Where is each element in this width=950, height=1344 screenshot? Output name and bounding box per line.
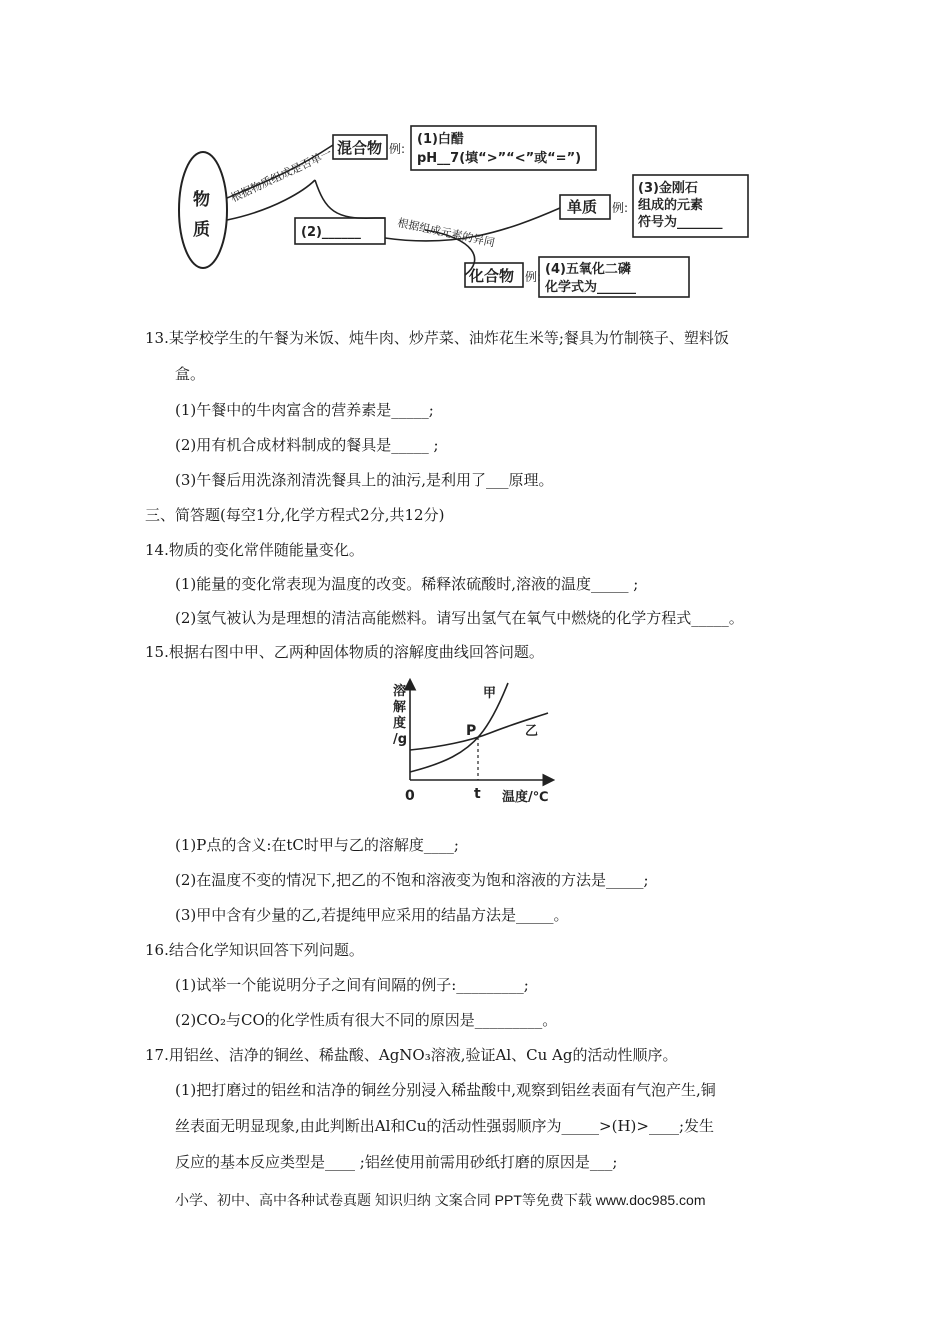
branch-line-blank	[315, 180, 385, 218]
element-example-mark: 例:	[612, 201, 629, 215]
y-axis-label-3: 度	[393, 716, 407, 731]
compound-example-line1: (4)五氧化二磷	[545, 262, 631, 277]
compound-label: 化合物	[469, 267, 515, 285]
solubility-chart	[390, 675, 570, 810]
q15-part1: (1)P点的含义:在tC时甲与乙的溶解度____;	[175, 836, 459, 854]
q17-stem: 17.用铝丝、洁净的铜丝、稀盐酸、AgNO₃溶液,验证Al、Cu Ag的活动性顺序。	[145, 1046, 678, 1064]
mixture-example-mark: 例:	[389, 142, 406, 156]
element-example-line2: 组成的元素	[638, 198, 704, 213]
center-ellipse	[179, 152, 227, 268]
series-jia-label: 甲	[483, 686, 497, 701]
q16-part1: (1)试举一个能说明分子之间有间隔的例子:_________;	[175, 976, 529, 994]
q16-stem: 16.结合化学知识回答下列问题。	[145, 941, 364, 959]
q14-part2: (2)氢气被认为是理想的清洁高能燃料。请写出氢气在氧气中燃烧的化学方程式_____。	[175, 609, 744, 627]
q14-part1: (1)能量的变化常表现为温度的改变。稀释浓硫酸时,溶液的温度_____ ;	[175, 575, 639, 593]
section3-heading: 三、简答题(每空1分,化学方程式2分,共12分)	[145, 506, 445, 524]
q13-stem-line1: 13.某学校学生的午餐为米饭、炖牛肉、炒芹菜、油炸花生米等;餐具为竹制筷子、塑料饭	[145, 329, 729, 347]
y-axis-label-1: 溶	[393, 684, 407, 699]
q13-part3: (3)午餐后用洗涤剂清洗餐具上的油污,是利用了___原理。	[175, 471, 554, 489]
q15-stem: 15.根据右图中甲、乙两种固体物质的溶解度曲线回答问题。	[145, 643, 544, 661]
q15-part2: (2)在温度不变的情况下,把乙的不饱和溶液变为饱和溶液的方法是_____;	[175, 871, 649, 889]
q17-part1-line2: 丝表面无明显现象,由此判断出Al和Cu的活动性强弱顺序为_____>(H)>____;发生	[175, 1117, 715, 1135]
blank2-label: (2)______	[301, 225, 361, 240]
center-label-char1: 物	[193, 190, 210, 210]
compound-example-line2: 化学式为______	[545, 280, 637, 295]
compound-example-mark: 例:	[525, 270, 542, 284]
x-axis-label: 温度/℃	[502, 790, 549, 805]
q13-part2: (2)用有机合成材料制成的餐具是_____ ;	[175, 436, 439, 454]
q13-part1: (1)午餐中的牛肉富含的营养素是_____;	[175, 401, 434, 419]
element-example-line3: 符号为_______	[638, 215, 723, 230]
y-axis-label-4: /g	[393, 732, 408, 747]
q15-part3: (3)甲中含有少量的乙,若提纯甲应采用的结晶方法是_____。	[175, 906, 569, 924]
q16-part2: (2)CO₂与CO的化学性质有很大不同的原因是_________。	[175, 1011, 558, 1029]
point-p-label: P	[466, 723, 477, 739]
concept-map	[175, 120, 765, 305]
mixture-label: 混合物	[337, 139, 383, 157]
q13-stem-line2: 盒。	[175, 365, 206, 383]
footer-ad: 小学、初中、高中各种试卷真题 知识归纳 文案合同 PPT等免费下载 www.doc985.com	[175, 1192, 706, 1208]
y-axis-label-2: 解	[393, 700, 407, 715]
q17-part1-line3: 反应的基本反应类型是____ ;铝丝使用前需用砂纸打磨的原因是___;	[175, 1153, 618, 1171]
element-example-line1: (3)金刚石	[638, 181, 698, 196]
center-label-char2: 质	[193, 220, 210, 240]
mixture-example-line2: pH__7(填“>”“<”或“=”)	[417, 151, 582, 166]
series-yi-label: 乙	[525, 724, 539, 739]
q14-stem: 14.物质的变化常伴随能量变化。	[145, 541, 364, 559]
branch-top-label: 根据物质组成是否单一	[228, 146, 334, 205]
branch-bottom-label: 根据组成元素的异同	[396, 216, 496, 250]
mixture-example-line1: (1)白醋	[417, 132, 464, 147]
x-tick-t: t	[474, 786, 481, 802]
origin-label: 0	[405, 788, 415, 804]
element-label: 单质	[567, 198, 598, 216]
q17-part1-line1: (1)把打磨过的铝丝和洁净的铜丝分别浸入稀盐酸中,观察到铝丝表面有气泡产生,铜	[175, 1081, 716, 1099]
